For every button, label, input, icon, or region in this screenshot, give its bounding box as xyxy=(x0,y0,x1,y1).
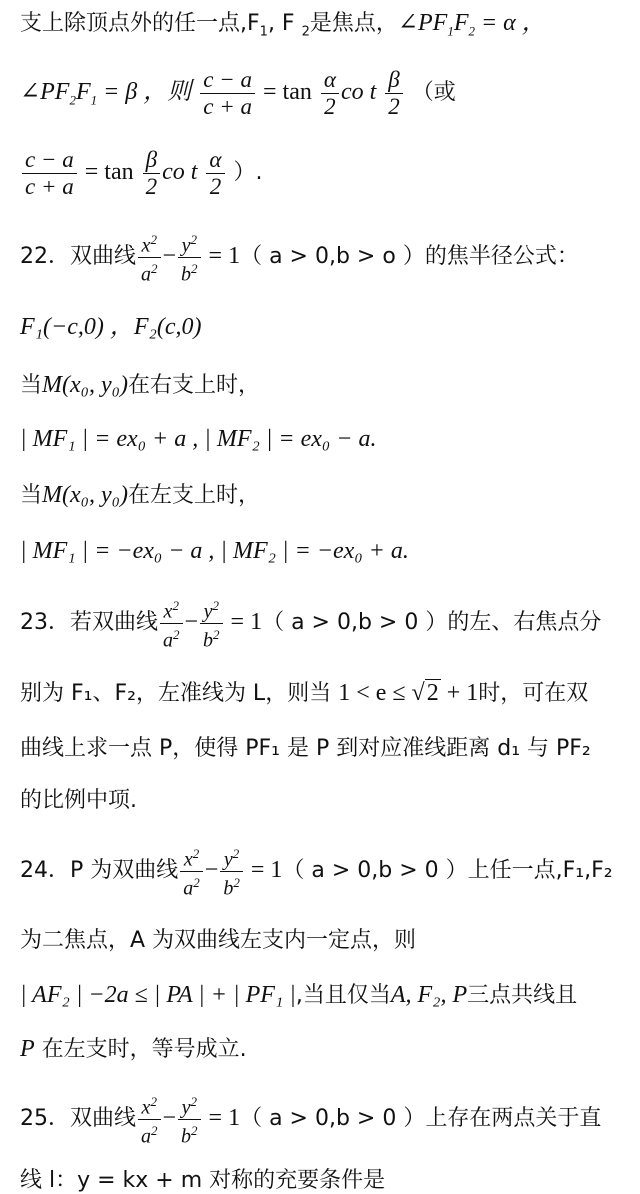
line-18 xyxy=(20,1090,624,1147)
numerator: α xyxy=(206,147,224,174)
fraction xyxy=(206,147,224,200)
superscript: 2 xyxy=(233,874,240,890)
line-7: | MF₁ | = ex₀ + a , | MF₂ | = ex₀ − a. xyxy=(20,426,377,452)
line-1 xyxy=(20,8,624,47)
text: ,当且仅当 xyxy=(295,983,391,1008)
superscript: 2 xyxy=(150,231,157,247)
math: x xyxy=(141,234,151,257)
angle-expr: ∠PF xyxy=(20,79,70,105)
math: x xyxy=(163,600,173,623)
superscript: 2 xyxy=(151,1122,158,1138)
text: 三点共线且 xyxy=(467,983,578,1008)
superscript: 2 xyxy=(190,231,197,247)
denominator: c + a xyxy=(203,93,252,119)
line-15: 为二焦点，A 为双曲线左支内一定点，则 xyxy=(20,928,417,953)
text: ）. xyxy=(233,160,263,185)
math: x xyxy=(141,1096,151,1119)
math: − xyxy=(162,243,177,269)
math: a xyxy=(141,263,151,286)
text: , F xyxy=(267,11,302,36)
text: （或 xyxy=(411,80,456,105)
subscript: 2 xyxy=(301,24,310,40)
math: + 1 xyxy=(440,680,479,706)
math: b xyxy=(181,1125,192,1148)
line-10 xyxy=(20,594,624,651)
text: （ a > 0,b > o ）的焦半径公式： xyxy=(240,244,579,269)
line-19-partial: 线 l：y = kx + m 对称的充要条件是 xyxy=(20,1168,386,1193)
line-5: F₁(−c,0) ，F₂(c,0) xyxy=(20,314,202,340)
math: 1 < e ≤ xyxy=(338,680,412,706)
math: = 1 xyxy=(202,1105,241,1131)
math: a xyxy=(141,1125,151,1148)
item-number: 25．双曲线 xyxy=(20,1106,136,1131)
math: = 1 xyxy=(244,857,283,883)
superscript: 2 xyxy=(192,845,200,861)
item-number: 24．P 为双曲线 xyxy=(20,858,179,883)
math: F xyxy=(75,79,91,105)
fraction xyxy=(200,67,255,120)
denominator: c + a xyxy=(25,173,74,199)
text: 当 xyxy=(20,373,43,398)
text: （ a > 0,b > 0 ）上存在两点关于直 xyxy=(240,1106,602,1131)
line-8 xyxy=(20,480,624,511)
subscript: 2 xyxy=(468,23,475,39)
superscript: 2 xyxy=(150,1093,157,1109)
subscript: 2 xyxy=(69,92,76,108)
angle-expr: ∠PF xyxy=(397,10,448,36)
superscript: 2 xyxy=(193,874,200,890)
denominator: 2 xyxy=(209,173,222,199)
math: P xyxy=(20,1036,35,1062)
line-11 xyxy=(20,678,624,709)
fraction xyxy=(385,67,403,120)
math: b xyxy=(223,877,234,900)
numerator: c − a xyxy=(200,67,255,94)
superscript: 2 xyxy=(172,597,179,613)
superscript: 2 xyxy=(190,1093,197,1109)
fraction xyxy=(180,843,203,899)
subscript: 1 xyxy=(447,23,454,39)
math: y xyxy=(181,1096,191,1119)
line-12: 曲线上求一点 P，使得 PF₁ 是 P 到对应准线距离 d₁ 与 PF₂ xyxy=(20,736,591,761)
math: y xyxy=(203,600,213,623)
math: M(x₀, y₀) xyxy=(42,482,128,508)
text: 在左支时，等号成立. xyxy=(34,1037,247,1062)
fraction xyxy=(22,147,77,200)
line-6 xyxy=(20,370,624,401)
superscript: 2 xyxy=(232,845,240,861)
math: − xyxy=(162,1105,177,1131)
radicand: 2 xyxy=(426,680,439,706)
subscript: 1 xyxy=(259,24,268,40)
math: = α ， xyxy=(474,10,546,36)
fraction xyxy=(160,595,183,651)
item-number: 23．若双曲线 xyxy=(20,610,158,635)
text: （ a > 0,b > 0 ）的左、右焦点分 xyxy=(262,610,602,635)
subscript: 1 xyxy=(90,92,98,108)
line-17 xyxy=(20,1034,624,1065)
text: 别为 F₁、F₂，左准线为 L，则当 xyxy=(20,681,339,706)
math: A, F₂, P xyxy=(390,982,468,1008)
fraction xyxy=(220,843,243,899)
text: 是焦点， xyxy=(309,11,398,36)
text: 在右支上时， xyxy=(127,373,260,398)
line-14 xyxy=(20,842,624,899)
line-13: 的比例中项. xyxy=(20,788,137,813)
math: = 1 xyxy=(202,243,241,269)
math: co t xyxy=(340,79,377,105)
math: − xyxy=(204,857,219,883)
math: b xyxy=(181,263,192,286)
math: = tan xyxy=(78,159,134,185)
text: 时，可在双 xyxy=(478,681,589,706)
line-9: | MF₁ | = −ex₀ − a , | MF₂ | = −ex₀ + a. xyxy=(20,538,409,564)
denominator: 2 xyxy=(324,93,336,119)
math: y xyxy=(223,848,233,871)
text: 支上除顶点外的任一点,F xyxy=(20,11,260,36)
fraction xyxy=(321,67,339,120)
text: 在左支上时， xyxy=(127,483,260,508)
math: = tan xyxy=(257,79,312,105)
denominator: 2 xyxy=(145,173,158,199)
numerator: β xyxy=(385,67,403,94)
math: co t xyxy=(162,159,198,185)
text: 当 xyxy=(20,483,43,508)
fraction xyxy=(178,229,201,285)
superscript: 2 xyxy=(151,260,158,276)
line-16 xyxy=(20,980,624,1011)
math: b xyxy=(203,629,214,652)
fraction xyxy=(138,229,161,285)
math: M(x₀, y₀) xyxy=(42,372,128,398)
numerator: α xyxy=(321,67,339,94)
math: x xyxy=(183,848,193,871)
math: a xyxy=(163,629,173,652)
math: = β ，则 xyxy=(97,79,192,105)
numerator: c − a xyxy=(22,147,77,174)
line-4 xyxy=(20,228,624,285)
line-3 xyxy=(20,142,624,203)
fraction xyxy=(138,1091,161,1147)
math: | AF₂ | −2a ≤ | PA | + | PF₁ | xyxy=(20,982,296,1008)
line-2 xyxy=(20,62,624,130)
fraction xyxy=(143,147,161,200)
superscript: 2 xyxy=(191,1122,198,1138)
superscript: 2 xyxy=(173,626,180,642)
math: = 1 xyxy=(224,609,263,635)
math: a xyxy=(183,877,194,900)
fraction xyxy=(200,595,223,651)
math: F xyxy=(453,10,469,36)
denominator: 2 xyxy=(388,93,400,119)
math: y xyxy=(181,234,191,257)
numerator: β xyxy=(143,147,161,174)
superscript: 2 xyxy=(212,597,219,613)
math: − xyxy=(184,609,199,635)
item-number: 22．双曲线 xyxy=(20,244,136,269)
text: （ a > 0,b > 0 ）上任一点,F₁,F₂ xyxy=(282,858,613,883)
sqrt-symbol: √2 xyxy=(411,680,439,706)
superscript: 2 xyxy=(191,260,198,276)
fraction xyxy=(178,1091,201,1147)
superscript: 2 xyxy=(213,626,220,642)
